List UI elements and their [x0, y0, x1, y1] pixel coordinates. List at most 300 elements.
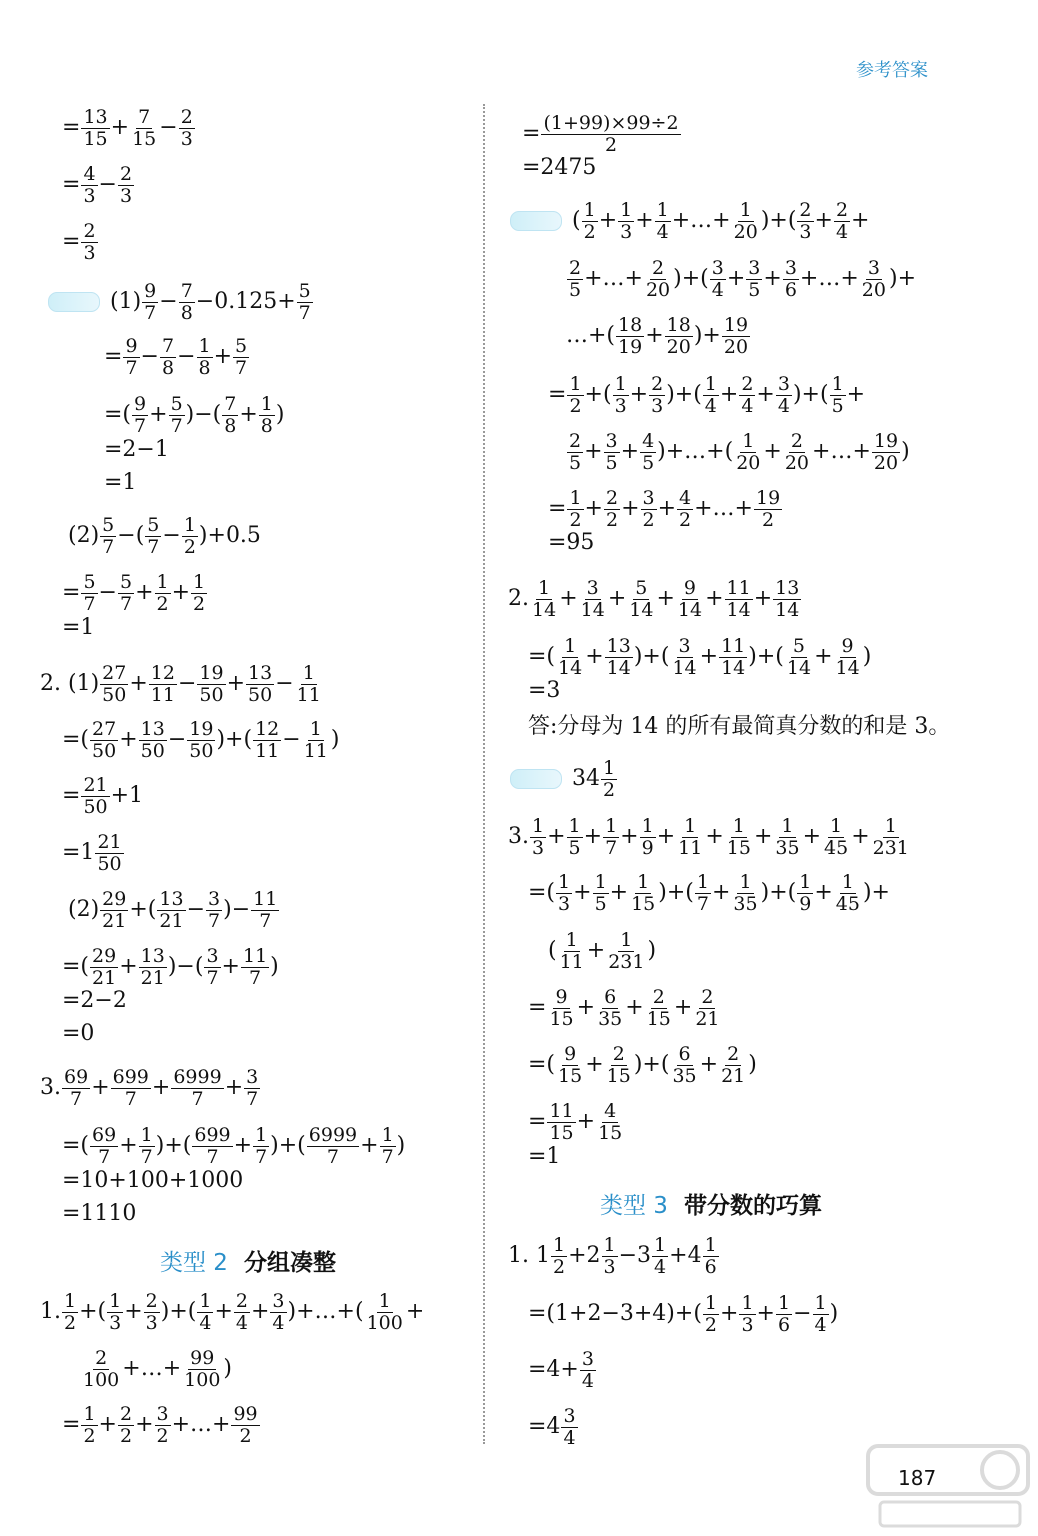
math-text: )+(: [748, 644, 784, 670]
numerator: 6: [604, 986, 617, 1008]
math-text: +: [585, 644, 604, 670]
numerator: 2: [605, 487, 619, 509]
math-line: [528, 680, 560, 702]
numerator: 5: [235, 335, 248, 357]
fraction: [179, 107, 195, 150]
math-line: [40, 663, 324, 706]
math-line: [40, 1067, 261, 1110]
fraction: [556, 636, 584, 679]
numerator: 29: [102, 888, 127, 910]
math-text: +: [753, 586, 773, 612]
fraction: [773, 578, 801, 621]
column-divider: [483, 104, 485, 1444]
numerator: 12: [150, 662, 175, 684]
denominator: 21: [721, 1064, 746, 1087]
denominator: 7: [70, 1087, 83, 1110]
fraction: [640, 816, 656, 859]
denominator: 4: [814, 1313, 827, 1336]
math-text: +: [673, 995, 693, 1021]
fraction: [118, 572, 134, 615]
math-text: +: [763, 439, 782, 465]
math-line: [566, 431, 910, 474]
numerator: 7: [224, 393, 237, 415]
fraction: [644, 258, 672, 301]
fraction: [187, 719, 215, 762]
math-line: [104, 472, 136, 494]
math-text: =: [548, 382, 567, 408]
denominator: 20: [666, 335, 691, 358]
math-text: ): [647, 938, 657, 964]
fraction: [872, 431, 900, 474]
math-line: [508, 816, 912, 859]
math-text: ): [396, 1133, 406, 1159]
fraction: [81, 1348, 121, 1391]
numerator: 1: [183, 514, 196, 536]
fraction: [649, 374, 665, 417]
numerator: 9: [144, 280, 157, 302]
fraction: [719, 1044, 747, 1087]
numerator: 3: [711, 257, 724, 279]
numerator: 5: [119, 571, 133, 593]
math-line: [528, 872, 890, 915]
numerator: 9: [134, 393, 147, 415]
fraction: [171, 1067, 223, 1110]
denominator: 14: [677, 598, 703, 621]
numerator: 13: [83, 106, 108, 128]
math-text: )−(: [185, 402, 222, 428]
denominator: 50: [102, 683, 127, 706]
math-text: −(: [117, 523, 145, 549]
math-text: ): [901, 439, 910, 465]
denominator: 7: [144, 301, 157, 324]
denominator: 6: [704, 1255, 717, 1278]
math-text: =(: [528, 1052, 556, 1078]
math-text: (: [548, 938, 557, 964]
fraction: [62, 1067, 90, 1110]
numerator: 11: [253, 888, 278, 910]
denominator: 15: [83, 127, 108, 150]
fraction: [561, 1406, 577, 1449]
denominator: 7: [381, 1145, 394, 1168]
math-line: [528, 1044, 757, 1087]
denominator: 5: [594, 892, 607, 915]
numerator: 5: [298, 280, 311, 302]
fraction: [670, 636, 698, 679]
numerator: 1: [552, 1234, 566, 1256]
numerator: 19: [723, 314, 749, 336]
numerator: 1: [198, 335, 211, 357]
math-text: +: [221, 954, 240, 980]
denominator: 5: [569, 278, 582, 301]
math-text: +: [851, 208, 870, 234]
numerator: 3: [678, 635, 691, 657]
math-text: )+(: [673, 266, 709, 292]
fraction: [618, 200, 634, 243]
denominator: 15: [631, 892, 656, 915]
denominator: 2: [679, 508, 692, 531]
fraction: [567, 431, 583, 474]
fraction: [139, 946, 167, 989]
fraction: [603, 816, 619, 859]
denominator: 7: [605, 836, 618, 859]
section-heading-title: 带分数的巧算: [683, 1193, 822, 1219]
math-text: −3: [618, 1243, 652, 1269]
numerator: 9: [564, 1043, 577, 1065]
numerator: 1: [83, 1403, 96, 1425]
fraction: [627, 578, 655, 621]
denominator: 4: [711, 278, 724, 301]
numerator: 1: [781, 815, 794, 837]
numerator: 18: [618, 314, 643, 336]
math-line: [68, 515, 261, 558]
math-line: [62, 617, 94, 639]
numerator: 1: [742, 430, 755, 452]
numerator: 1: [741, 1292, 754, 1314]
math-text: +: [124, 1299, 143, 1325]
numerator: 1: [684, 815, 697, 837]
numerator: 5: [147, 514, 160, 536]
denominator: 3: [119, 184, 133, 207]
math-line: [566, 258, 916, 301]
math-text: )−: [223, 897, 251, 923]
math-text: =(: [104, 402, 132, 428]
fraction: [604, 431, 620, 474]
math-text: +: [135, 1412, 154, 1438]
math-text: +(: [129, 897, 157, 923]
numerator: 21: [97, 831, 122, 853]
math-text: +: [620, 439, 640, 465]
math-text: −: [177, 344, 196, 370]
math-text: (1): [110, 289, 142, 315]
denominator: 20: [784, 451, 810, 474]
math-text: +: [620, 824, 639, 850]
fraction: [62, 1291, 78, 1334]
denominator: 8: [224, 414, 237, 437]
math-text: 1. 1: [508, 1243, 550, 1269]
fraction: [860, 258, 888, 301]
fraction: [155, 572, 171, 615]
denominator: 5: [748, 278, 761, 301]
math-text: +…+: [584, 266, 643, 292]
fraction: [676, 578, 704, 621]
math-text: +: [598, 208, 618, 234]
fraction: [81, 107, 109, 150]
math-text: +…+: [812, 439, 871, 465]
fraction: [605, 1044, 633, 1087]
fraction: [365, 1291, 405, 1334]
fraction: [251, 889, 279, 932]
denominator: 15: [726, 836, 751, 859]
math-text: +…+: [799, 266, 859, 292]
math-line: [62, 832, 125, 875]
denominator: 3: [145, 1311, 158, 1334]
fraction: [95, 832, 123, 875]
denominator: 45: [824, 836, 849, 859]
denominator: 3: [83, 184, 96, 207]
math-line: [522, 157, 596, 179]
fraction: [551, 1235, 567, 1278]
numerator: 1: [841, 871, 854, 893]
denominator: 7: [255, 1145, 268, 1168]
math-text: +: [119, 1133, 138, 1159]
numerator: 3: [642, 487, 655, 509]
math-text: +: [576, 995, 596, 1021]
denominator: 4: [235, 1311, 248, 1334]
denominator: 50: [140, 739, 165, 762]
exercise-tag-icon: [510, 211, 562, 231]
numerator: 1: [378, 1290, 391, 1312]
denominator: 8: [180, 301, 193, 324]
math-line: [104, 336, 250, 379]
numerator: 3: [605, 430, 618, 452]
numerator: 19: [199, 662, 224, 684]
denominator: 35: [672, 1064, 697, 1087]
math-text: +: [645, 323, 664, 349]
denominator: 3: [614, 394, 627, 417]
math-line: [62, 1404, 261, 1447]
math-line: [510, 200, 869, 243]
numerator: 2: [569, 430, 582, 452]
math-line: [528, 1146, 560, 1168]
numerator: 5: [792, 635, 806, 657]
fraction: [100, 515, 116, 558]
denominator: 4: [741, 394, 754, 417]
math-text: )+(: [633, 644, 670, 670]
fraction: [606, 930, 646, 973]
denominator: 2: [83, 1424, 96, 1447]
fraction: [90, 1125, 118, 1168]
math-line: [510, 758, 618, 801]
fraction: [567, 816, 583, 859]
denominator: 14: [558, 656, 583, 679]
numerator: 1: [831, 373, 844, 395]
numerator: 27: [92, 718, 117, 740]
denominator: 15: [549, 1121, 574, 1144]
math-line: [62, 1203, 136, 1225]
numerator: 1: [884, 815, 897, 837]
fraction: [725, 578, 753, 621]
denominator: 2: [156, 1424, 169, 1447]
numerator: 1: [605, 815, 618, 837]
denominator: 14: [721, 656, 746, 679]
denominator: 5: [568, 836, 581, 859]
fraction: [169, 394, 185, 437]
math-text: +: [705, 586, 724, 612]
page-number: 187: [898, 1466, 937, 1490]
numerator: 1: [704, 1234, 717, 1256]
numerator: 1: [558, 871, 571, 893]
math-text: +…+: [171, 1412, 231, 1438]
fraction: [822, 816, 850, 859]
math-text: +: [583, 824, 603, 850]
math-text: =1: [62, 615, 95, 640]
fraction: [307, 1125, 359, 1168]
math-text: +: [699, 1052, 719, 1078]
denominator: 7: [206, 1145, 219, 1168]
math-text: +: [91, 1075, 110, 1101]
denominator: 5: [569, 451, 582, 474]
denominator: 3: [180, 127, 193, 150]
math-text: =2−1: [104, 437, 169, 462]
numerator: 1: [583, 199, 596, 221]
denominator: 231: [608, 950, 645, 973]
math-text: =: [62, 1412, 81, 1438]
math-text: +: [584, 439, 603, 465]
numerator: 12: [255, 718, 280, 740]
fraction: [530, 816, 546, 859]
numerator: 699: [112, 1066, 149, 1088]
fraction: [710, 258, 726, 301]
numerator: 2: [799, 199, 812, 221]
math-line: [62, 107, 196, 150]
fraction: [693, 987, 721, 1030]
numerator: 2: [612, 1043, 625, 1065]
fraction: [629, 872, 657, 915]
numerator: 1: [156, 571, 169, 593]
math-text: 34: [572, 766, 600, 792]
math-text: =1: [62, 840, 95, 866]
denominator: 3: [532, 836, 545, 859]
math-text: +: [656, 824, 676, 850]
denominator: 2: [239, 1424, 252, 1447]
fraction: [142, 281, 158, 324]
numerator: 4: [604, 1100, 617, 1122]
numerator: 1: [732, 815, 745, 837]
fraction: [556, 1044, 584, 1087]
math-line: [48, 281, 314, 324]
math-text: +: [226, 671, 246, 697]
math-text: +: [586, 938, 606, 964]
fraction: [783, 431, 811, 474]
math-text: (: [572, 208, 581, 234]
math-line: [62, 1125, 405, 1168]
fraction: [206, 889, 222, 932]
fraction: [100, 663, 128, 706]
numerator: 3: [586, 577, 599, 599]
fraction: [192, 1125, 232, 1168]
numerator: 3: [246, 1066, 259, 1088]
math-text: )+(: [666, 382, 702, 408]
numerator: 6999: [173, 1066, 222, 1088]
math-text: =1110: [62, 1201, 137, 1226]
math-line: [62, 990, 127, 1012]
math-text: =: [522, 121, 541, 147]
math-line: [528, 1101, 625, 1144]
denominator: 2: [569, 508, 582, 531]
numerator: 1: [193, 571, 206, 593]
denominator: 4: [656, 220, 669, 243]
math-text: −: [98, 580, 117, 606]
numerator: 1: [656, 199, 669, 221]
fraction: [182, 1348, 222, 1391]
math-text: +: [814, 644, 833, 670]
fraction: [776, 1293, 792, 1336]
numerator: 13: [140, 945, 165, 967]
denominator: 4: [563, 1426, 576, 1449]
denominator: 7: [98, 1145, 111, 1168]
math-text: +: [657, 496, 677, 522]
numerator: 1: [614, 373, 627, 395]
numerator: 699: [194, 1124, 231, 1146]
fraction: [197, 1291, 213, 1334]
denominator: 20: [736, 451, 761, 474]
numerator: 2: [701, 986, 714, 1008]
fraction: [197, 663, 225, 706]
math-line: [62, 572, 208, 615]
denominator: 50: [199, 683, 224, 706]
denominator: 15: [646, 1007, 671, 1030]
numerator: 11: [726, 577, 751, 599]
numerator: 13: [606, 635, 631, 657]
math-text: =2475: [522, 155, 597, 180]
math-text: +: [149, 402, 168, 428]
denominator: 3: [603, 1255, 616, 1278]
numerator: 3: [156, 1403, 169, 1425]
math-line: [62, 164, 135, 207]
math-text: 1.: [40, 1299, 61, 1325]
math-text: +: [753, 824, 773, 850]
math-text: ): [270, 954, 279, 980]
math-line: [548, 930, 656, 973]
math-text: +1: [110, 783, 144, 809]
math-text: ): [275, 402, 285, 428]
denominator: 5: [642, 451, 655, 474]
denominator: 35: [598, 1007, 623, 1030]
numerator: 1: [199, 1290, 212, 1312]
numerator: 1: [603, 757, 616, 779]
math-text: +: [756, 382, 775, 408]
fraction: [871, 816, 911, 859]
math-text: +: [250, 1299, 270, 1325]
denominator: 14: [726, 598, 751, 621]
section-heading-type2: [160, 1244, 336, 1277]
fraction: [123, 336, 139, 379]
denominator: 7: [208, 909, 221, 932]
fraction: [234, 1291, 250, 1334]
math-text: )+: [693, 323, 721, 349]
denominator: 11: [678, 836, 703, 859]
math-text: )+(: [760, 880, 797, 906]
fraction: [734, 431, 762, 474]
numerator: 13: [775, 577, 800, 599]
math-text: +: [720, 1301, 739, 1327]
math-line: [548, 374, 865, 417]
math-text: +: [726, 266, 746, 292]
math-text: )+: [862, 880, 890, 906]
numerator: 13: [159, 888, 184, 910]
math-text: =1: [528, 1144, 561, 1169]
numerator: 7: [180, 280, 193, 302]
math-text: +: [360, 1133, 379, 1159]
denominator: 50: [189, 739, 214, 762]
fraction: [719, 636, 747, 679]
fraction: [182, 515, 198, 558]
fraction: [160, 336, 176, 379]
denominator: 100: [83, 1368, 120, 1391]
numerator: 1: [641, 815, 654, 837]
denominator: 7: [125, 356, 138, 379]
math-text: +: [711, 880, 731, 906]
numerator: 2: [652, 986, 665, 1008]
fraction: [81, 1404, 97, 1447]
fraction: [380, 1125, 396, 1168]
numerator: 1: [568, 815, 581, 837]
numerator: 1: [302, 662, 315, 684]
fraction: [241, 946, 269, 989]
math-text: +: [119, 727, 138, 753]
denominator: 11: [303, 739, 328, 762]
denominator: 100: [184, 1368, 221, 1391]
